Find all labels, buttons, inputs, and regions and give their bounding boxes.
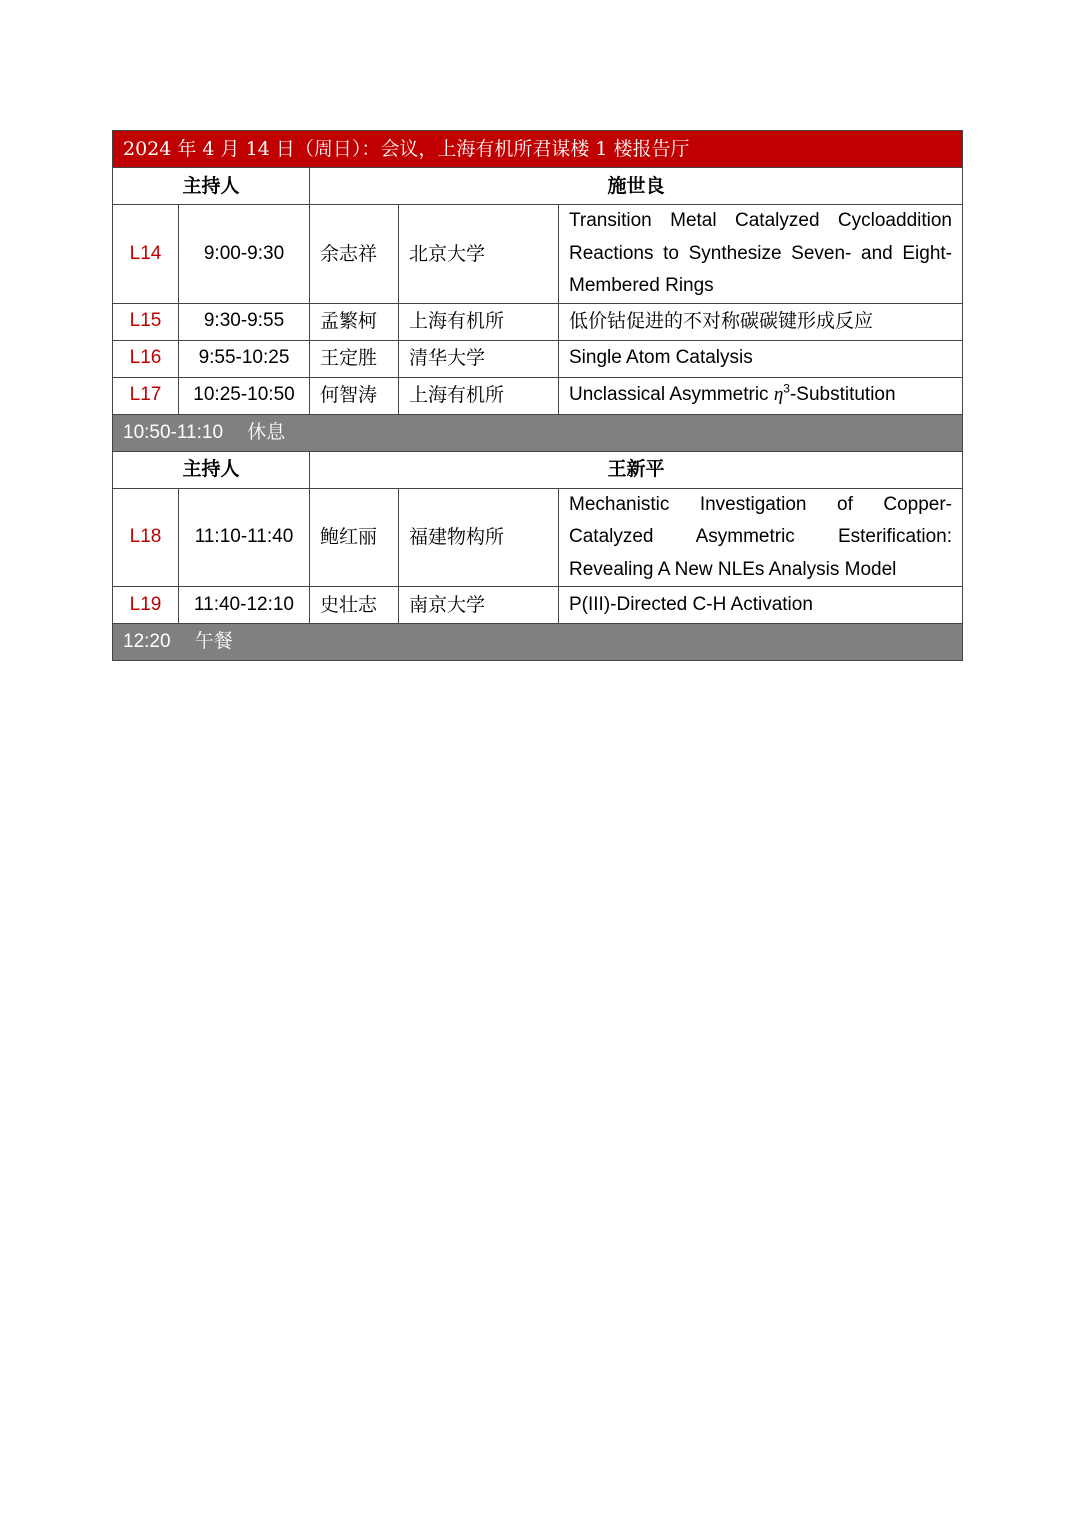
talk-title bbox=[559, 377, 963, 414]
talk-title: Mechanistic Investigation of Copper-Catalyzed Asymmetric Esterification: Revealing A New NLEs Analysis Model bbox=[559, 488, 963, 587]
affiliation: 清华大学 bbox=[399, 340, 559, 377]
speaker-name: 孟繁柯 bbox=[310, 303, 399, 340]
break-label: 午餐 bbox=[194, 630, 233, 653]
talk-time: 10:25-10:50 bbox=[179, 377, 310, 414]
talk-title: 低价钴促进的不对称碳碳键形成反应 bbox=[559, 303, 963, 340]
table-row bbox=[113, 340, 963, 377]
talk-title: Single Atom Catalysis bbox=[559, 340, 963, 377]
host-row bbox=[113, 451, 963, 488]
speaker-name: 王定胜 bbox=[310, 340, 399, 377]
break-time: 12:20 bbox=[123, 631, 171, 653]
schedule-title: 2024 年 4 月 14 日（周日）：会议，上海有机所君谋楼 1 楼报告厅 bbox=[113, 131, 963, 168]
table-row bbox=[113, 205, 963, 304]
eta-symbol: η bbox=[773, 384, 784, 406]
talk-title-prefix: Unclassical Asymmetric bbox=[569, 384, 774, 406]
host-row bbox=[113, 168, 963, 205]
table-row bbox=[113, 377, 963, 414]
break-label: 休息 bbox=[247, 420, 286, 443]
talk-time: 11:10-11:40 bbox=[179, 488, 310, 587]
speaker-name: 史壮志 bbox=[310, 587, 399, 624]
speaker-name: 鲍红丽 bbox=[310, 488, 399, 587]
talk-time: 9:00-9:30 bbox=[179, 205, 310, 304]
schedule-table bbox=[112, 130, 963, 661]
host-name: 施世良 bbox=[310, 168, 963, 205]
table-row bbox=[113, 488, 963, 587]
talk-title: P(III)-Directed C-H Activation bbox=[559, 587, 963, 624]
affiliation: 上海有机所 bbox=[399, 377, 559, 414]
talk-code: L14 bbox=[113, 205, 179, 304]
talk-time: 9:30-9:55 bbox=[179, 303, 310, 340]
talk-code: L17 bbox=[113, 377, 179, 414]
talk-title: Transition Metal Catalyzed Cycloaddition Reactions to Synthesize Seven- and Eight-Membered Rings bbox=[559, 205, 963, 304]
talk-code: L19 bbox=[113, 587, 179, 624]
affiliation: 上海有机所 bbox=[399, 303, 559, 340]
affiliation: 南京大学 bbox=[399, 587, 559, 624]
host-name: 王新平 bbox=[310, 451, 963, 488]
break-row bbox=[113, 414, 963, 451]
break-row bbox=[113, 624, 963, 661]
talk-time: 9:55-10:25 bbox=[179, 340, 310, 377]
talk-code: L15 bbox=[113, 303, 179, 340]
superscript: 3 bbox=[783, 381, 790, 396]
talk-code: L16 bbox=[113, 340, 179, 377]
affiliation: 北京大学 bbox=[399, 205, 559, 304]
table-row bbox=[113, 587, 963, 624]
affiliation: 福建物构所 bbox=[399, 488, 559, 587]
title-row bbox=[113, 131, 963, 168]
talk-time: 11:40-12:10 bbox=[179, 587, 310, 624]
speaker-name: 何智涛 bbox=[310, 377, 399, 414]
break-time: 10:50-11:10 bbox=[123, 421, 224, 443]
talk-code: L18 bbox=[113, 488, 179, 587]
table-row bbox=[113, 303, 963, 340]
host-label: 主持人 bbox=[113, 168, 310, 205]
speaker-name: 余志祥 bbox=[310, 205, 399, 304]
host-label: 主持人 bbox=[113, 451, 310, 488]
talk-title-suffix: -Substitution bbox=[789, 384, 896, 406]
